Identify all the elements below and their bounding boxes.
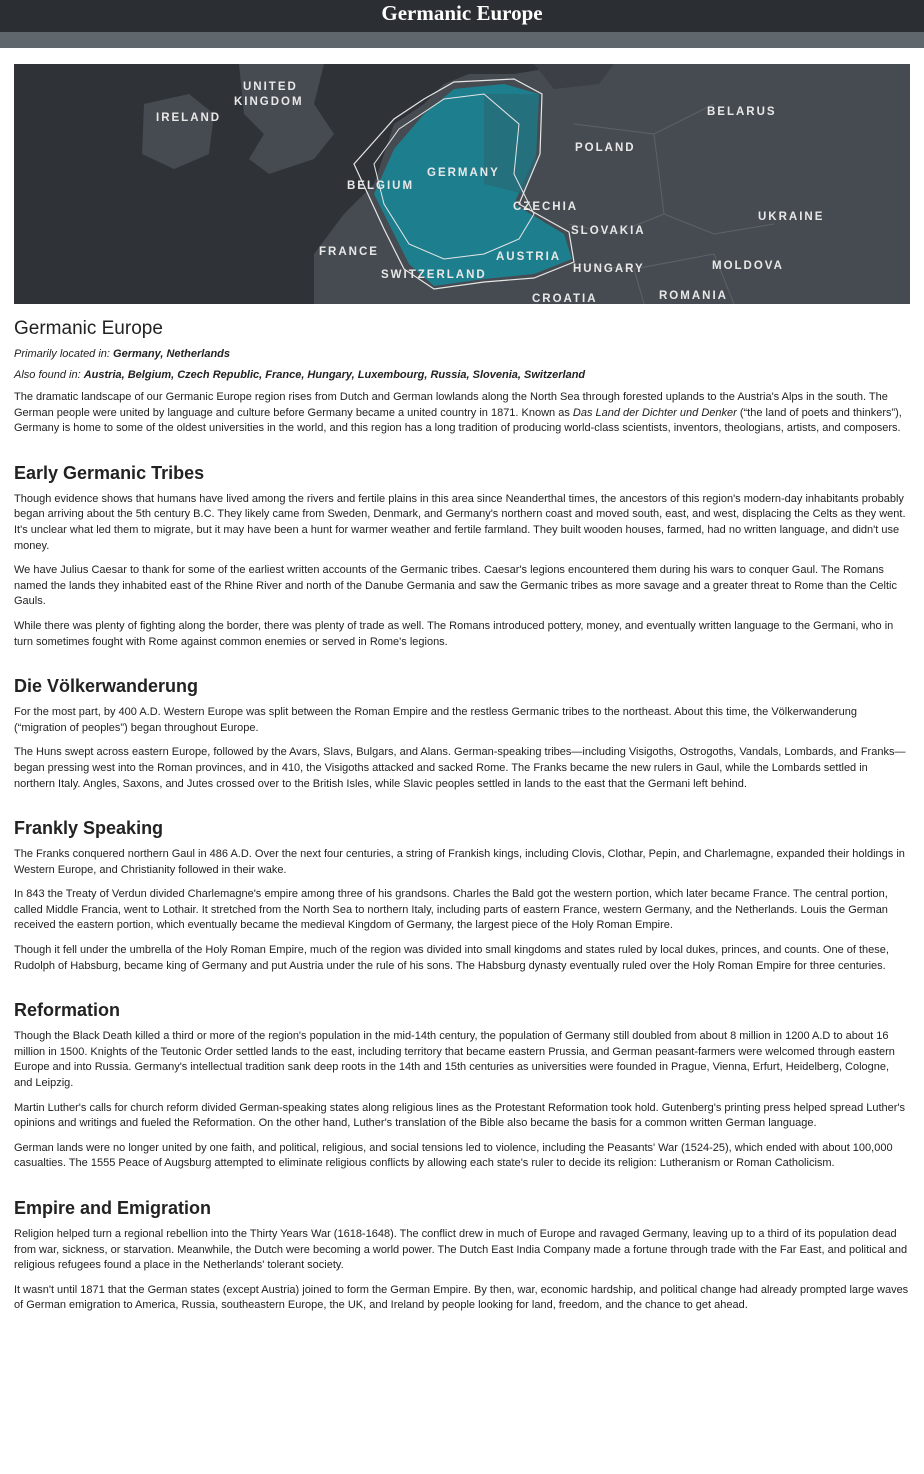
section-heading: Early Germanic Tribes <box>14 462 205 483</box>
map-label-ukraine: UKRAINE <box>758 211 825 223</box>
map-label-czechia: CZECHIA <box>513 201 579 213</box>
map-label-hungary: HUNGARY <box>573 263 645 275</box>
section-heading: Die Völkerwanderung <box>14 676 199 697</box>
region-intro <box>14 390 910 437</box>
page-header <box>0 0 924 32</box>
section-heading: Frankly Speaking <box>14 818 164 839</box>
map-label-ireland: IRELAND <box>156 112 222 124</box>
primary-location-value: Germany, Netherlands <box>113 348 231 360</box>
section-paragraph: The Huns swept across eastern Europe, followed by the Avars, Slavs, Bulgars, and Alans. German-speaking tribes—including Visigoths, Ostrogoths, Vandals, Lombards, and Franks—began pressing west into the Roman provinces, and in 410, the Visigoths attacked and sacked Rome. The Franks became the new rulers in Gaul, while the Lombards settled in northern Italy. Angles, Saxons, and Jutes crossed over to the British Isles, while Slavic peoples settled in lands to the east that the Germani left behind. <box>14 746 906 790</box>
map-label-belarus: BELARUS <box>707 106 777 118</box>
section-heading: Reformation <box>14 1000 121 1021</box>
also-found <box>14 369 910 381</box>
region-intro-italic: Das Land der Dichter und Denker <box>572 406 737 419</box>
map-label-croatia: CROATIA <box>532 293 598 304</box>
section-paragraph: It wasn't until 1871 that the German states (except Austria) joined to form the German Empire. By then, war, economic hardship, and political change had already prompted large waves of German emigration to America, Russia, southeastern Europe, the UK, and Ireland by people looking for land, freedom, and the chance to get ahead. <box>14 1283 909 1312</box>
primary-location-label: Primarily located in: <box>14 348 110 360</box>
main-content <box>0 64 924 1314</box>
page-header-title: Germanic Europe <box>381 1 543 25</box>
map-label-austria: AUSTRIA <box>496 251 562 263</box>
region-title: Germanic Europe <box>14 318 163 339</box>
region-map <box>14 64 910 304</box>
header-divider-bar <box>0 32 924 48</box>
map-label-germany: GERMANY <box>427 167 500 179</box>
section-heading: Empire and Emigration <box>14 1198 212 1218</box>
also-found-label: Also found in: <box>14 369 81 381</box>
section-paragraph: For the most part, by 400 A.D. Western Europe was split between the Roman Empire and the restless Germanic tribes to the northeast. About this time, the Völkerwanderung (“migration of peoples”) began throughout Europe. <box>14 706 857 734</box>
map-label-switzerland: SWITZERLAND <box>381 269 487 281</box>
section-paragraph: Though evidence shows that humans have lived among the rivers and fertile plains in this area since Neanderthal times, the ancestors of this region's modern-day inhabitants probably began arriving about the 5th century B.C. They likely came from Sweden, Denmark, and Germany's northern coast and moved south, east, and west, displacing the Celts as they went. It's unclear what led them to migrate, but it may have been a hunt for warmer weather and fertile farmland. They built wooden houses, farmed, had no written language, and didn't use money. <box>14 492 906 552</box>
map-label-slovakia: SLOVAKIA <box>571 225 646 237</box>
section-paragraph: Religion helped turn a regional rebellion into the Thirty Years War (1618-1648). The conflict drew in much of Europe and ravaged Germany, leaving up to a third of its population dead from war, sickness, or starvation. Meanwhile, the Dutch were becoming a world power. The Dutch East India Company made a fortune through trade with the Far East, and political and religious refugees found a place in the Netherlands' tolerant society. <box>14 1228 908 1272</box>
primary-location <box>14 348 910 360</box>
section-paragraph: German lands were no longer united by one faith, and political, religious, and social tensions led to violence, including the Peasants' War (1524-25), which ended with about 100,000 casualties. The 1555 Peace of Augsburg attempted to eliminate religious conflicts by allowing each state's ruler to decide its religion: Lutheranism or Roman Catholicism. <box>14 1141 893 1170</box>
map-label-romania: ROMANIA <box>659 290 728 302</box>
section-paragraph: Martin Luther's calls for church reform divided German-speaking states along religious lines as the Protestant Reformation took hold. Gutenberg's printing press helped spread Luther's opinions and writings and fueled the Reformation. On the other hand, Luther's translation of the Bible also became the basis for a common written German language. <box>14 1101 906 1130</box>
section-paragraph: Though the Black Death killed a third or more of the region's population in the mid-14th century, the population of Germany still doubled from about 8 million in 1200 A.D to about 16 million in 1500. Knights of the Teutonic Order settled lands to the east, including territory that became eastern Prussia, and German peasant-farmers were welcomed through eastern Europe and into Russia. Germany's intellectual tradition sank deep roots in the 14th and 15th centuries as universities were founded in Prague, Vienna, Erfurt, Heidelberg, Cologne, and Leipzig. <box>14 1030 895 1090</box>
region-map-svg <box>14 64 910 304</box>
also-found-value: Austria, Belgium, Czech Republic, France, Hungary, Luxembourg, Russia, Slovenia, Switzerland <box>83 369 586 381</box>
section-paragraph: We have Julius Caesar to thank for some of the earliest written accounts of the Germanic tribes. Caesar's legions encountered them during his wars to conquer Gaul. The Romans named the lands they inhabited east of the Rhine River and north of the Danube Germania and saw the Germanic tribes as more savage and a greater threat to Rome than the Celtic Gauls. <box>14 564 897 608</box>
region-intro-part-1: The dramatic landscape of our Germanic Europe region rises from Dutch and German lowlands along the North Sea through forested uplands to the Austria's Alps in the south. The German people were united by language and culture before Germany became a united country in 1871. Known as <box>14 391 888 419</box>
map-label-kingdom: KINGDOM <box>234 96 304 108</box>
section-paragraph: Though it fell under the umbrella of the Holy Roman Empire, much of the region was divided into small kingdoms and states ruled by local dukes, princes, and counts. One of these, Rudolph of Habsburg, became king of Germany and put Austria under the rule of his sons. The Habsburg dynasty eventually ruled over the Holy Roman Empire for three centuries. <box>14 944 889 972</box>
map-label-poland: POLAND <box>575 142 636 154</box>
section-paragraph: While there was plenty of fighting along the border, there was plenty of trade as well. The Romans introduced pottery, money, and eventually written language to the Germani, who in turn sometimes fought with Rome against common enemies or served in Rome's legions. <box>14 619 894 648</box>
map-label-moldova: MOLDOVA <box>712 260 784 272</box>
section-paragraph: In 843 the Treaty of Verdun divided Charlemagne's empire among three of his grandsons. Charles the Bald got the western portion, which later became France. The central portion, called Middle Francia, went to Lothair. It stretched from the North Sea to northern Italy, including parts of eastern France, western Germany, and the Netherlands. Louis the German received the eastern portion, which eventually became the medieval Kingdom of Germany, the largest piece of the Holy Roman Empire. <box>14 888 888 932</box>
map-label-belgium: BELGIUM <box>347 180 415 192</box>
map-label-france: FRANCE <box>319 246 379 258</box>
map-label-united: UNITED <box>243 81 298 93</box>
region-intro-part-2: (“the land of poets and thinkers”), Germany is home to some of the oldest universities in the world, and this region has a long tradition of producing world-class scientists, inventors, theologians, artists, and composers. <box>14 406 902 435</box>
section-paragraph: The Franks conquered northern Gaul in 486 A.D. Over the next four centuries, a string of Frankish kings, including Clovis, Clothar, Pepin, and Charlemagne, expanded their holdings in Western Europe, and Christianity followed in their wake. <box>14 848 905 876</box>
